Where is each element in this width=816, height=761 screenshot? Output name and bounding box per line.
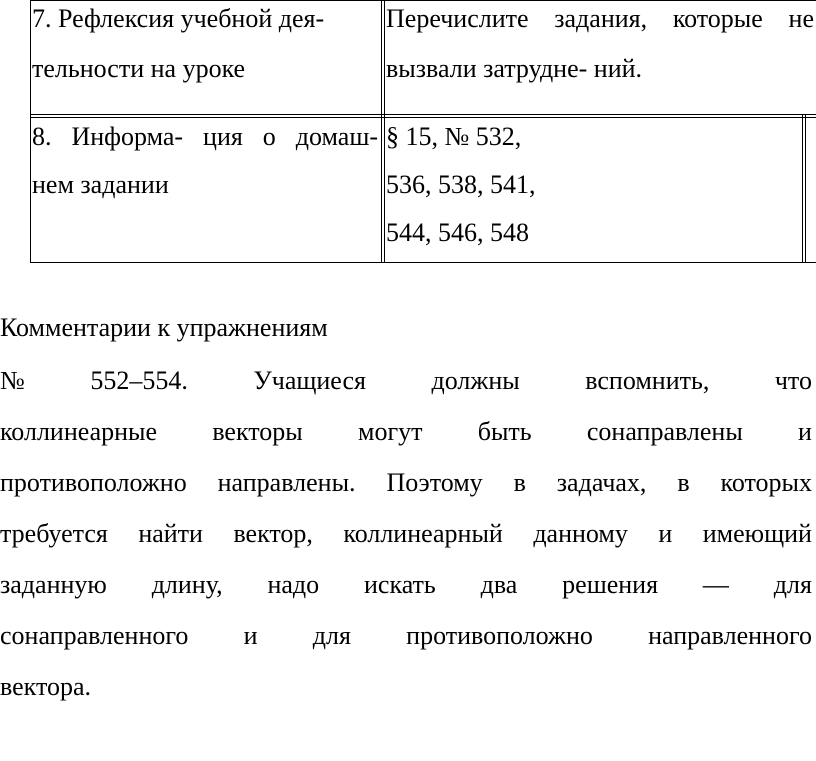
word: могут <box>358 417 423 446</box>
word: направленного <box>648 621 812 650</box>
word: для <box>773 570 812 599</box>
word: Учащиеся <box>253 366 366 395</box>
word: искать <box>364 570 436 599</box>
row-8-content-line-1: § 15, № 532, <box>386 122 522 151</box>
word: вектор, <box>233 519 313 548</box>
table-row-divider <box>30 114 816 115</box>
table-border-top <box>30 0 816 1</box>
word: направлены. <box>217 468 356 497</box>
word: что <box>774 366 812 395</box>
word: противоположно <box>406 621 593 650</box>
row-7-content-line-2: вызвали затрудне- ний. <box>386 54 643 83</box>
comments-line <box>0 672 812 702</box>
row-7-stage-line-2: тельности на уроке <box>32 54 246 83</box>
word: длину, <box>151 570 223 599</box>
word: в <box>513 468 526 497</box>
word: 552–554. <box>90 366 188 395</box>
word: для <box>312 621 351 650</box>
row-8-stage-line-1: 8. Информа- ция о домаш- <box>32 122 378 151</box>
word: противоположно <box>0 468 187 497</box>
word: заданную <box>0 570 107 599</box>
table-border-left <box>30 0 31 263</box>
word: 7. Рефлексия учебной дея- <box>32 4 325 33</box>
word: сонаправлены <box>586 417 743 446</box>
word: № <box>0 366 25 395</box>
comments-line <box>0 519 812 549</box>
word: и <box>243 621 258 650</box>
word: имеющий <box>702 519 812 548</box>
table-row-divider-double <box>30 117 816 118</box>
word: требуется <box>0 519 108 548</box>
lesson-plan-table <box>30 0 816 264</box>
word: которых <box>720 468 812 497</box>
word: векторы <box>212 417 303 446</box>
word: решения <box>562 570 659 599</box>
word: и <box>798 417 812 446</box>
row-8-content-line-2: 536, 538, 541, <box>386 170 536 199</box>
word: — <box>702 570 729 599</box>
word: вектора. <box>0 672 92 701</box>
word: найти <box>138 519 203 548</box>
word: коллинеарные <box>0 417 158 446</box>
word: Поэтому <box>386 468 483 497</box>
word: вспомнить, <box>585 366 710 395</box>
comments-line <box>0 417 812 447</box>
comments-line <box>0 366 812 396</box>
row-8-content-line-3: 544, 546, 548 <box>386 218 529 247</box>
word: данному <box>533 519 628 548</box>
word: сонаправленного <box>0 621 189 650</box>
table-column-divider <box>381 0 382 263</box>
comments-line <box>0 468 812 498</box>
comments-heading: Комментарии к упражнениям <box>0 313 328 342</box>
row-7-content-line-1: Перечислите задания, которые не <box>386 4 814 33</box>
row-8-stage-line-2: нем задании <box>32 170 169 199</box>
word: надо <box>267 570 320 599</box>
table-border-right <box>805 114 806 263</box>
word: быть <box>477 417 532 446</box>
table-inner-border-right <box>802 114 803 263</box>
comments-line <box>0 570 812 600</box>
word: задачах, <box>556 468 647 497</box>
word: и <box>658 519 673 548</box>
comments-line <box>0 621 812 651</box>
word: коллинеарный <box>343 519 503 548</box>
table-border-bottom <box>30 262 816 263</box>
word: должны <box>431 366 520 395</box>
row-7-stage-line-1 <box>32 4 378 34</box>
word: два <box>480 570 518 599</box>
word: в <box>677 468 690 497</box>
table-column-divider-double <box>384 0 385 263</box>
